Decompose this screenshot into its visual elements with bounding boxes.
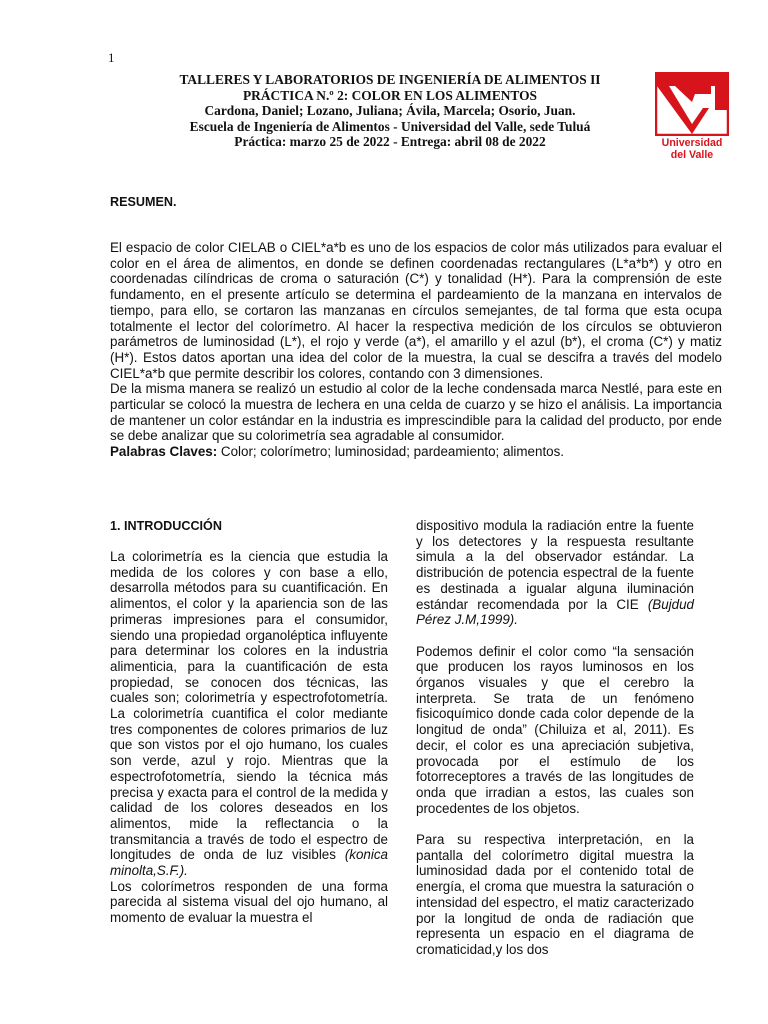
keywords-list: Color; colorímetro; luminosidad; pardeamiento; alimentos. xyxy=(217,444,565,460)
university-logo-text xyxy=(648,137,736,161)
left-column xyxy=(110,549,388,926)
body-paragraph xyxy=(110,549,388,879)
page-number: 1 xyxy=(108,50,115,65)
abstract-paragraph: De la misma manera se realizó un estudio al color de la leche condensada marca Nestlé, para este en particular se colocó la muestra de lechera en una celda de cuarzo y se hizo el análisis. La importancia de mantener un color estándar en la industria es imprescindible para la calidad del producto, por ende se debe analizar que su colorimetría sea agradable al consumidor. xyxy=(110,381,722,444)
citation: (konica minolta,S.F.). xyxy=(110,847,388,879)
right-column xyxy=(416,518,694,958)
body-paragraph: Podemos definir el color como “la sensación que producen los rayos luminosos en los órganos visuales y que el cerebro la interpreta. Se trata de un fenómeno fisicoquímico donde cada color depende de la longitud de onda” (Chiluiza et al, 2011). Es decir, el color es una apreciación subjetiva, provocada por el estímulo de los fotorreceptores a través de las longitudes de onda que irradian a estos, las cuales son procedentes de los objetos. xyxy=(416,643,694,816)
dates: Práctica: marzo 25 de 2022 - Entrega: abril 08 de 2022 xyxy=(234,134,546,150)
authors: Cardona, Daniel; Lozano, Juliana; Ávila, Marcela; Osorio, Juan. xyxy=(204,103,576,119)
citation: (Bujdud Pérez J.M,1999). xyxy=(416,596,694,628)
body-paragraph: Para su respectiva interpretación, en la pantalla del colorímetro digital muestra la luminosidad dada por el contenido total de energía, el croma que muestra la saturación o intensidad del espectro, el matiz caracterizado por la longitud de onda de radiación que representa un espacio en el diagrama de cromaticidad,y los dos xyxy=(416,832,694,957)
course-title: TALLERES Y LABORATORIOS DE INGENIERÍA DE ALIMENTOS II xyxy=(179,72,601,87)
introduction-heading: 1. INTRODUCCIÓN xyxy=(110,519,222,533)
keywords-label: Palabras Claves: xyxy=(110,444,218,460)
paragraph-text: La colorimetría es la ciencia que estudia la medida de los colores y con base a ello, desarrolla métodos para su cuantificación. En alimentos, el color y la apariencia son de las primeras impresiones para el consumidor, siendo una propiedad organoléptica influyente para determinar los colores en la industria alimenticia, para la cuantificación de esta propiedad, se conocen dos técnicas, las cuales son; colorimetría y espectrofotometría. La colorimetría cuantifica el color mediante tres componentes de colores primarios de luz que son vistos por el ojo humano, los cuales son verde, azul y rojo. Mientras que la espectrofotometría, siendo la técnica más precisa y exacta para el control de la medida y calidad de los colores deseados en los alimentos, mide la reflectancia o la transmitancia a través de todo el espectro de longitudes de onda de luz visibles xyxy=(110,549,388,863)
affiliation: Escuela de Ingeniería de Alimentos - Universidad del Valle, sede Tuluá xyxy=(189,118,591,134)
abstract-paragraph: El espacio de color CIELAB o CIEL*a*b es uno de los espacios de color más utilizados para evaluar el color en el área de alimentos, en donde se definen coordenadas rectangulares (L*a*b*) y otro en coordenadas cilíndricas de croma o saturación (C*) y tonalidad (H*). Para la comprensión de este fundamento, en el presente artículo se determina el pardeamiento de la manzana en intervalos de tiempo, para ello, se cortaron las manzanas en círculos semejantes, de tal forma que esta ocupa totalmente el lector del colorímetro. Al hacer la respectiva medición de los círculos se obtuvieron parámetros de luminosidad (L*), el rojo y verde (a*), el amarillo y el azul (b*), el croma (C*) y matiz (H*). Estos datos aportan una idea del color de la muestra, la cual se descifra a través del modelo CIEL*a*b que permite describir los colores, contando con 3 dimensiones. xyxy=(110,240,722,381)
abstract-body xyxy=(110,240,722,460)
body-paragraph xyxy=(416,518,694,628)
practice-title: PRÁCTICA N.º 2: COLOR EN LOS ALIMENTOS xyxy=(243,87,537,103)
paragraph-text: dispositivo modula la radiación entre la fuente y los detectores y la respuesta resultante simula a la del observador estándar. La distribución de potencia espectral de la fuente es destinada a igualar alguna iluminación estándar recomendada por la CIE xyxy=(416,518,694,612)
keywords-line xyxy=(110,444,722,460)
logo-text-line2: del Valle xyxy=(670,149,714,161)
logo-text-line1: Universidad xyxy=(661,137,723,149)
body-paragraph: Los colorímetros responden de una forma parecida al sistema visual del ojo humano, al momento de evaluar la muestra el xyxy=(110,878,388,926)
abstract-heading: RESUMEN. xyxy=(110,195,177,209)
document-header xyxy=(150,72,630,150)
university-logo-icon xyxy=(655,72,729,136)
